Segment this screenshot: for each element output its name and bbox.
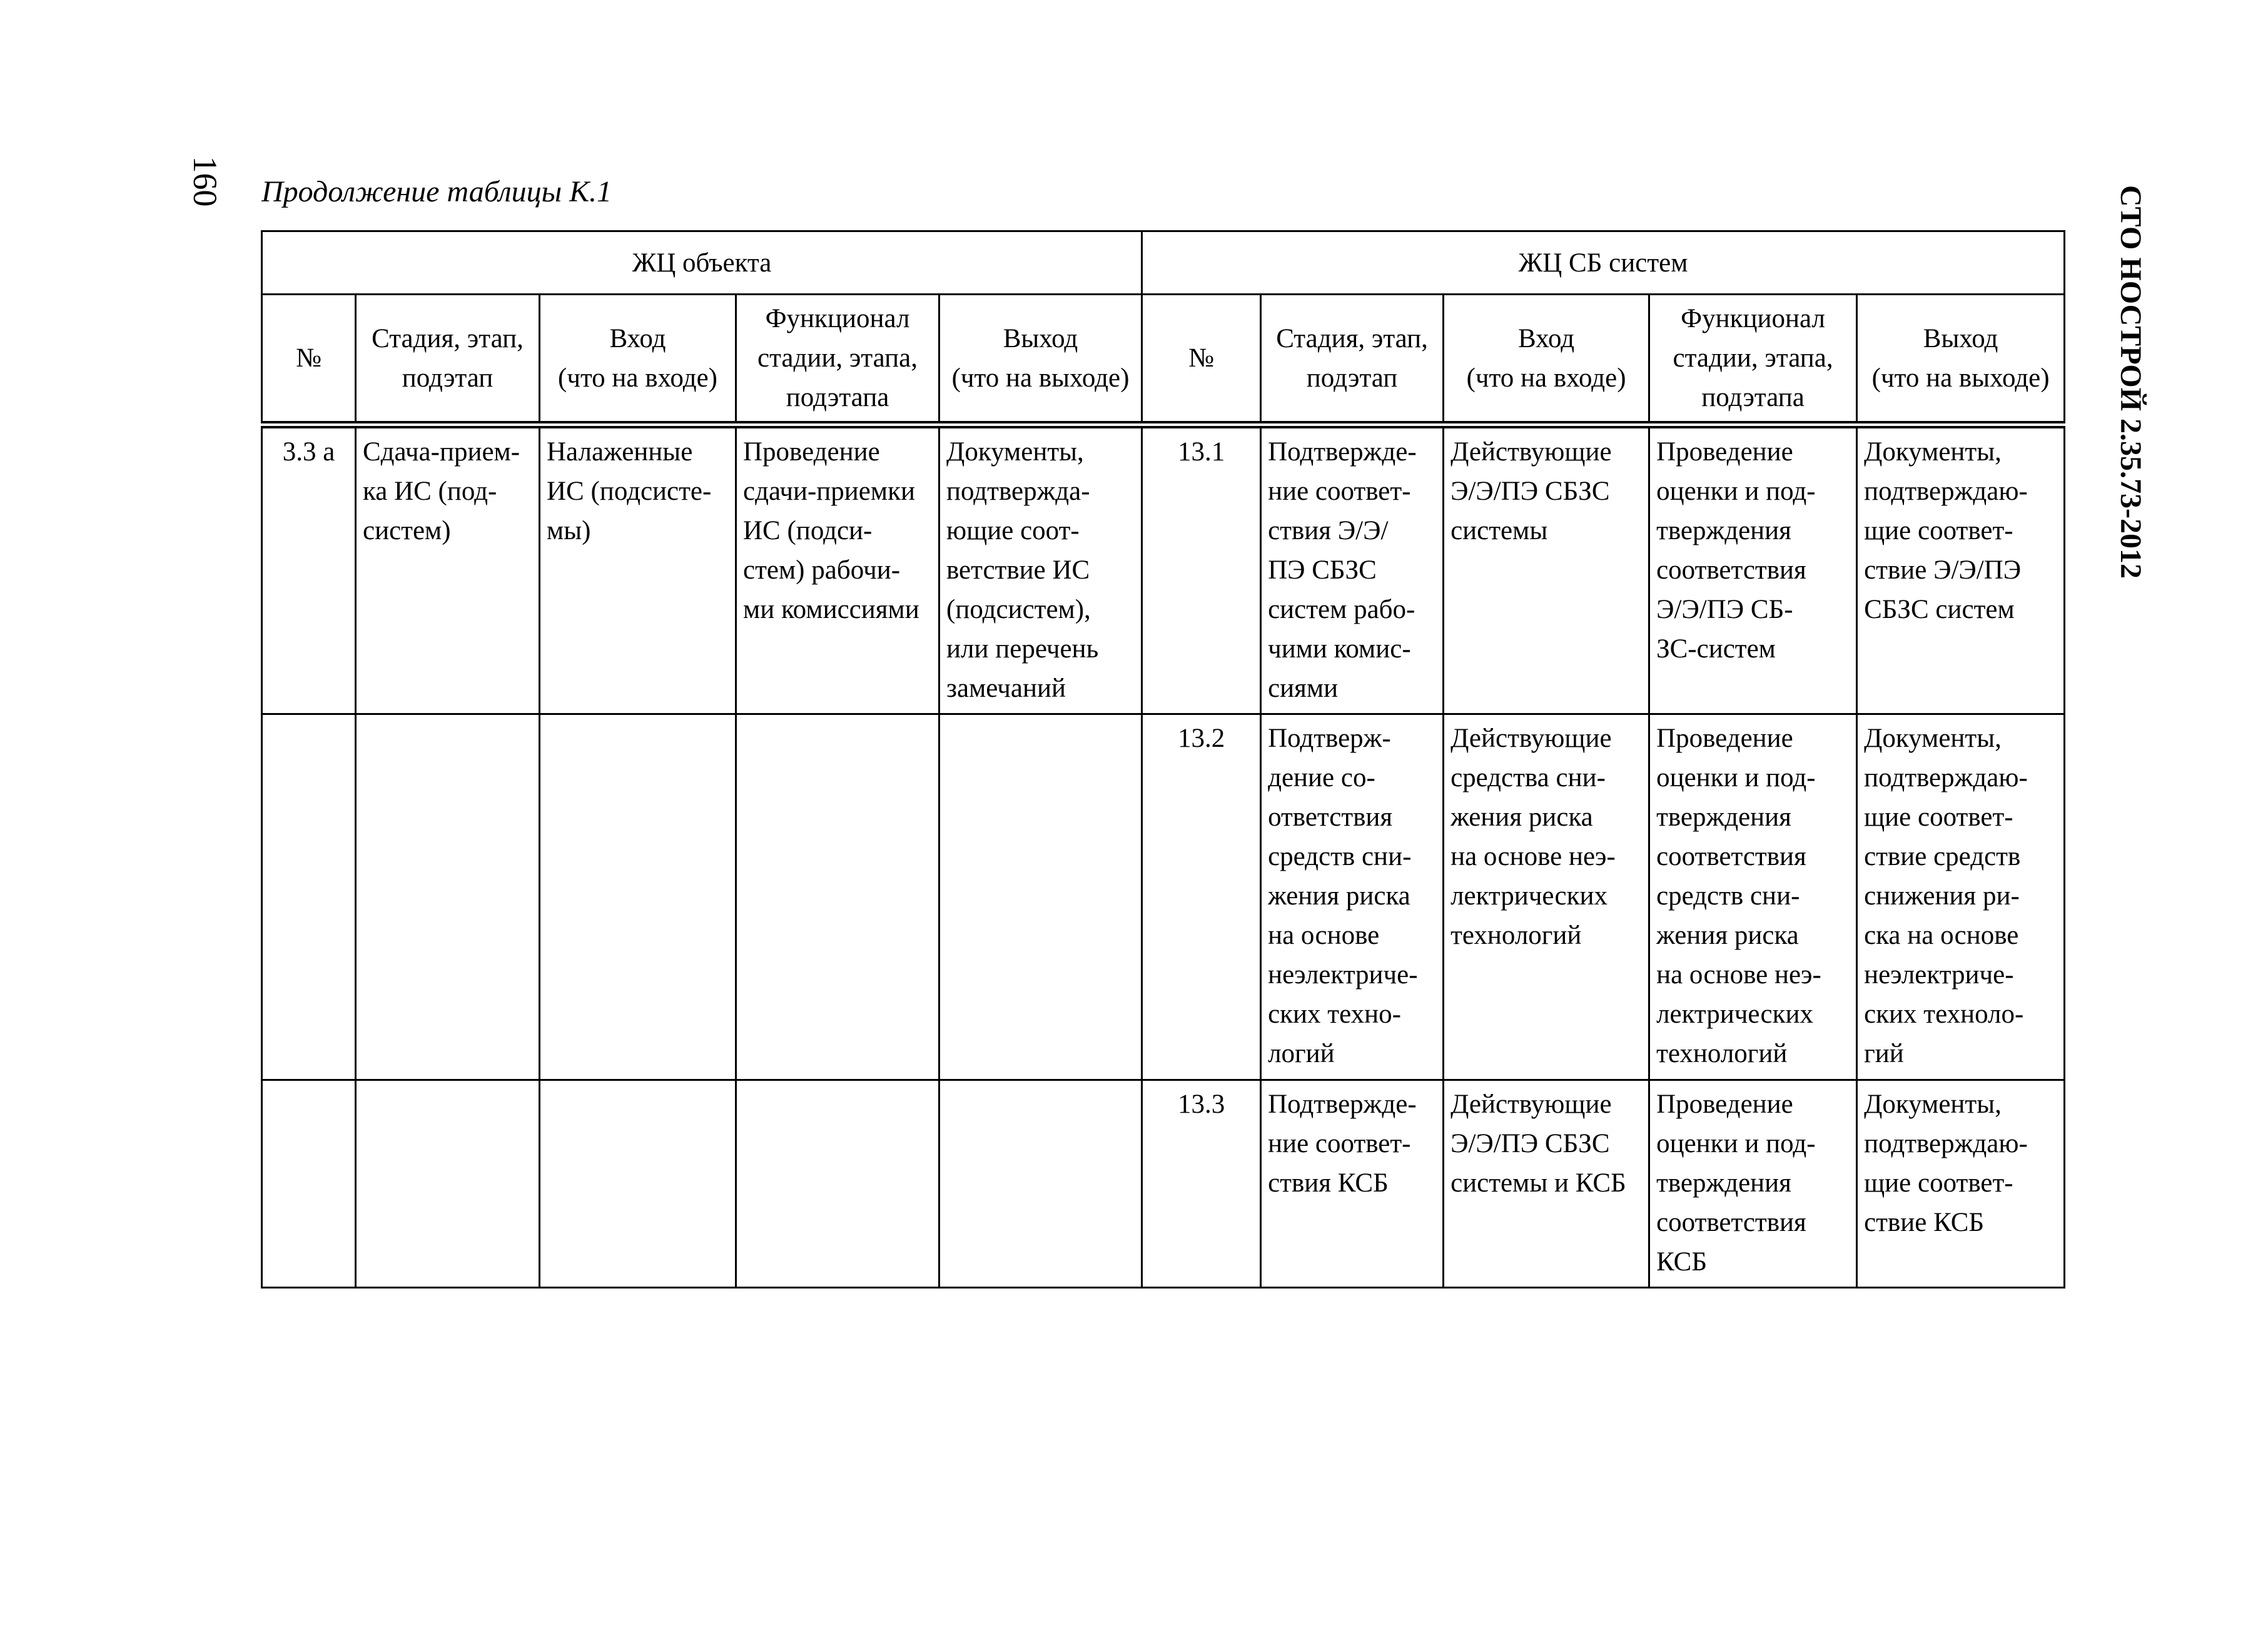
column-header: Стадия, этап, подэтап: [356, 295, 540, 425]
group-header-row: [262, 231, 2065, 295]
table-cell: Налаженные ИС (подсисте- мы): [540, 425, 736, 714]
column-header: Стадия, этап, подэтап: [1261, 295, 1444, 425]
column-header: №: [1142, 295, 1261, 425]
column-header: Функционал стадии, этапа, подэтапа: [736, 295, 939, 425]
table-cell: [540, 1080, 736, 1288]
table-cell: Действующие средства сни- жения риска на основе неэ- лектрических технологий: [1444, 714, 1649, 1080]
table-cell: Действующие Э/Э/ПЭ СБЗС системы и КСБ: [1444, 1080, 1649, 1288]
lifecycle-table: [261, 230, 2065, 1288]
table-cell: Подтвержде- ние соответ- ствия КСБ: [1261, 1080, 1444, 1288]
group-header-object-lifecycle: ЖЦ объекта: [262, 231, 1142, 295]
table-cell: Сдача-прием- ка ИС (под- систем): [356, 425, 540, 714]
table-cell: Документы, подтверждаю- щие соответ- ствие средств снижения ри- ска на основе неэлектриче- ских техноло- гий: [1857, 714, 2065, 1080]
column-header: Функционал стадии, этапа, подэтапа: [1649, 295, 1857, 425]
column-header: Выход (что на выходе): [1857, 295, 2065, 425]
table-cell: Документы, подтвержда- ющие соот- ветствие ИС (подсистем), или перечень замечаний: [939, 425, 1142, 714]
table-cell: Проведение оценки и под- тверждения соответствия средств сни- жения риска на основе неэ- лектрических технологий: [1649, 714, 1857, 1080]
table-cell: [262, 714, 356, 1080]
column-header: Вход (что на входе): [1444, 295, 1649, 425]
table-cell: 13.2: [1142, 714, 1261, 1080]
document-code: СТО НОСТРОЙ 2.35.73-2012: [2114, 185, 2147, 579]
table-cell: [540, 714, 736, 1080]
table-row: [262, 1080, 2065, 1288]
table-row: [262, 714, 2065, 1080]
page-number: 160: [186, 156, 224, 207]
table-cell: Документы, подтверждаю- щие соответ- ствие Э/Э/ПЭ СБЗС систем: [1857, 425, 2065, 714]
table-cell: 3.3 а: [262, 425, 356, 714]
table-cell: Документы, подтверждаю- щие соответ- ствие КСБ: [1857, 1080, 2065, 1288]
column-header: №: [262, 295, 356, 425]
column-header-row: [262, 295, 2065, 425]
table-cell: 13.3: [1142, 1080, 1261, 1288]
table-cell: 13.1: [1142, 425, 1261, 714]
column-header: Выход (что на выходе): [939, 295, 1142, 425]
table-caption: Продолжение таблицы К.1: [261, 175, 612, 208]
table-cell: Действующие Э/Э/ПЭ СБЗС системы: [1444, 425, 1649, 714]
table-cell: Проведение сдачи-приемки ИС (подси- стем) рабочи- ми комиссиями: [736, 425, 939, 714]
table-cell: [939, 714, 1142, 1080]
table-row: [262, 425, 2065, 714]
table-cell: Проведение оценки и под- тверждения соответствия Э/Э/ПЭ СБ- ЗС-систем: [1649, 425, 1857, 714]
group-header-system-lifecycle: ЖЦ СБ систем: [1142, 231, 2065, 295]
table-cell: [262, 1080, 356, 1288]
table-cell: [736, 714, 939, 1080]
table-cell: Подтверж- дение со- ответствия средств сни- жения риска на основе неэлектриче- ских техно- логий: [1261, 714, 1444, 1080]
table-cell: [356, 714, 540, 1080]
table-cell: [356, 1080, 540, 1288]
table-cell: [939, 1080, 1142, 1288]
column-header: Вход (что на входе): [540, 295, 736, 425]
table-cell: [736, 1080, 939, 1288]
table-cell: Проведение оценки и под- тверждения соответствия КСБ: [1649, 1080, 1857, 1288]
table-cell: Подтвержде- ние соответ- ствия Э/Э/ ПЭ СБЗС систем рабо- чими комис- сиями: [1261, 425, 1444, 714]
